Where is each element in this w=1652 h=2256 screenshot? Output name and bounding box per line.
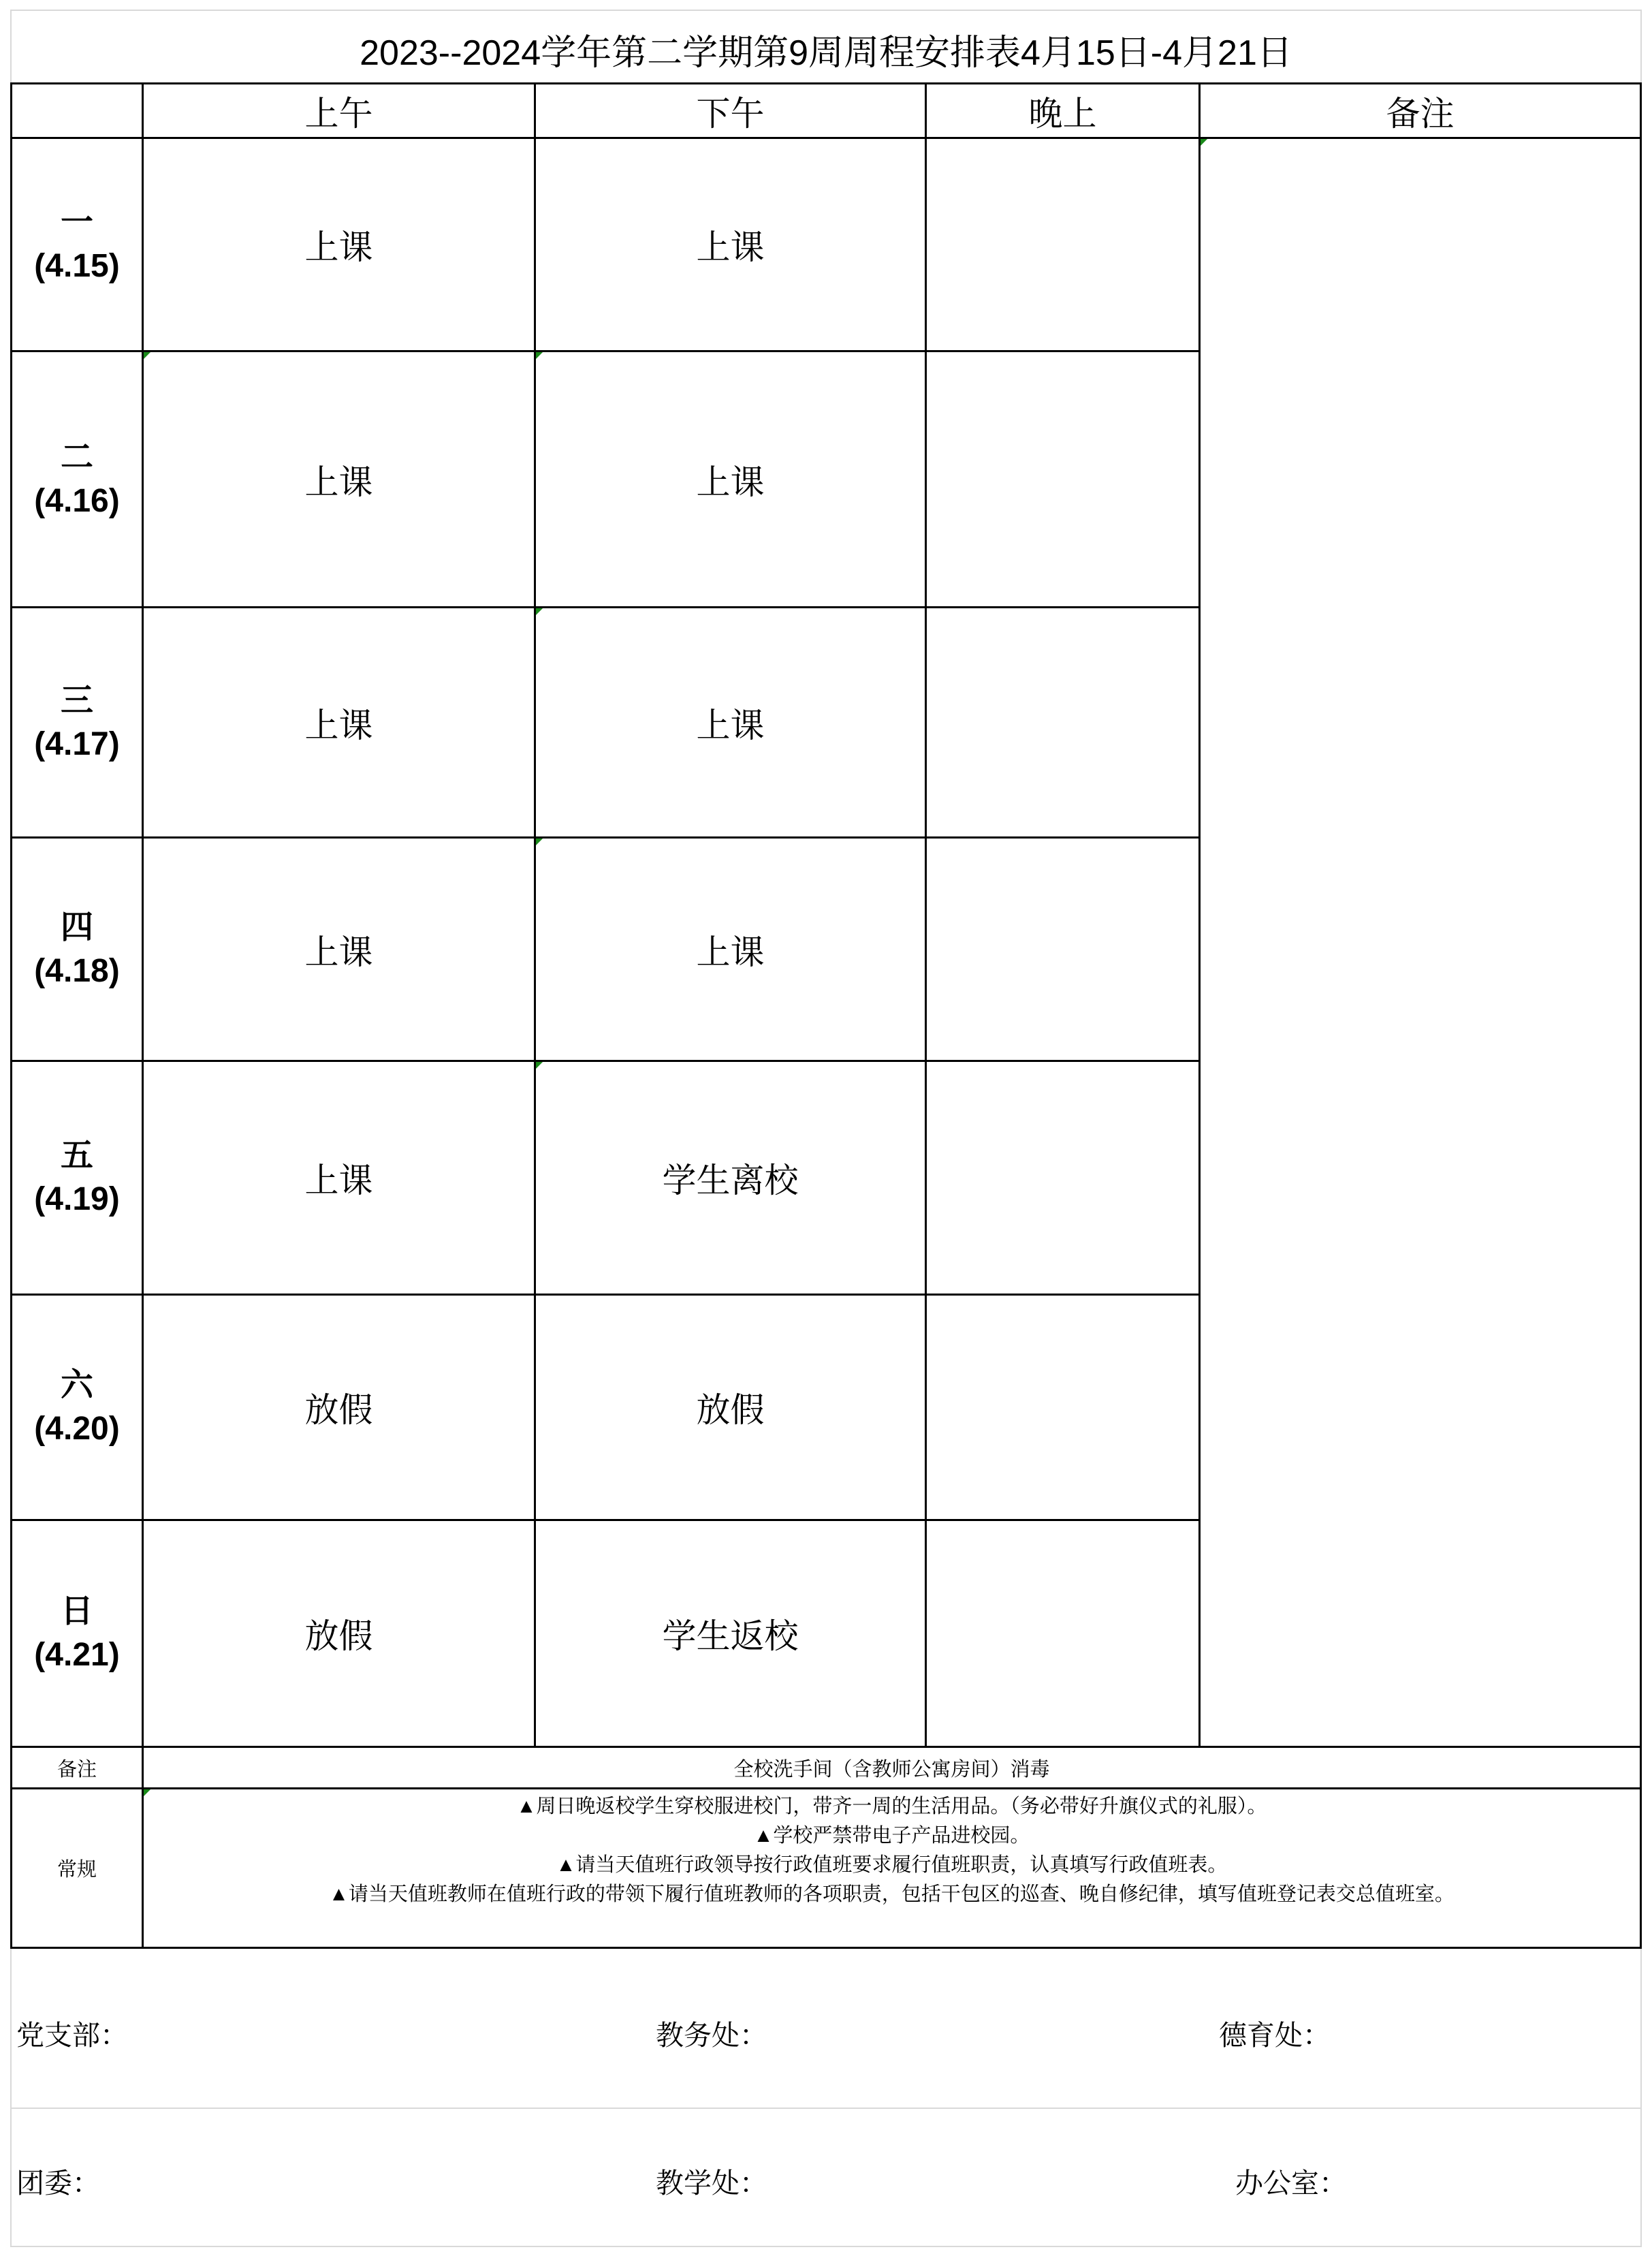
day-date: (4.18) — [34, 952, 120, 989]
evening-cell — [927, 608, 1198, 836]
day-date: (4.19) — [34, 1181, 120, 1217]
afternoon-cell: 放假 — [696, 1391, 765, 1429]
morning-cell: 放假 — [304, 1391, 373, 1429]
comment-marker — [1201, 139, 1207, 146]
day-name: 六 — [60, 1367, 93, 1403]
morning-cell: 上课 — [304, 1161, 373, 1200]
remarks-label: 备注 — [57, 1758, 97, 1781]
day-name: 日 — [60, 1593, 93, 1629]
afternoon-cell: 上课 — [696, 228, 765, 266]
day-label — [12, 839, 142, 1060]
evening-cell — [927, 839, 1198, 1060]
comment-marker — [536, 1062, 543, 1069]
day-label — [12, 1296, 142, 1519]
routine-text — [144, 1789, 1640, 1947]
grid-hline — [10, 1947, 1642, 1949]
evening-cell — [927, 139, 1198, 350]
day-name: 二 — [60, 439, 93, 475]
morning-cell: 上课 — [304, 706, 373, 745]
header-notes: 备注 — [1386, 94, 1455, 133]
comment-marker — [144, 352, 150, 359]
routine-label: 常规 — [57, 1859, 97, 1881]
day-label — [12, 1062, 142, 1294]
sheet-top-gridline — [10, 10, 1642, 11]
signature-general-office: 办公室： — [1235, 2167, 1347, 2199]
morning-cell: 上课 — [304, 933, 373, 971]
comment-marker — [144, 1789, 150, 1796]
signature-party-branch: 党支部： — [16, 2020, 128, 2051]
remarks-text: 全校洗手间（含教师公寓房间）消毒 — [733, 1758, 1050, 1781]
sheet-bottom-gridline — [10, 2246, 1642, 2247]
page-title: 2023--2024学年第二学期第9周周程安排表4月15日-4月21日 — [360, 33, 1292, 73]
header-morning: 上午 — [304, 94, 373, 133]
morning-cell: 上课 — [304, 463, 373, 501]
day-label — [12, 608, 142, 836]
afternoon-cell: 上课 — [696, 706, 765, 745]
day-date: (4.20) — [34, 1411, 120, 1447]
day-date: (4.17) — [34, 725, 120, 762]
routine-line: ▲周日晚返校学生穿校服进校门，带齐一周的生活用品。（务必带好升旗仪式的礼服）。 — [516, 1796, 1267, 1817]
day-label — [12, 352, 142, 606]
signature-teaching-office: 教学处： — [656, 2167, 767, 2199]
notes-column — [1201, 139, 1640, 1746]
day-name: 一 — [60, 204, 93, 240]
evening-cell — [927, 1062, 1198, 1294]
header-evening: 晚上 — [1028, 94, 1097, 133]
morning-cell: 上课 — [304, 228, 373, 266]
evening-cell — [927, 1296, 1198, 1519]
evening-cell — [927, 1521, 1198, 1746]
afternoon-cell: 上课 — [696, 933, 765, 971]
comment-marker — [536, 608, 543, 615]
day-label — [12, 1521, 142, 1746]
afternoon-cell: 上课 — [696, 463, 765, 501]
afternoon-cell: 学生返校 — [662, 1617, 799, 1655]
day-name: 三 — [60, 682, 93, 719]
grid-vline — [1640, 82, 1642, 1949]
routine-line: ▲请当天值班教师在值班行政的带领下履行值班教师的各项职责，包括干包区的巡查、晚自修纪律，填写值班登记表交总值班室。 — [329, 1883, 1455, 1905]
routine-line: ▲学校严禁带电子产品进校园。 — [753, 1825, 1030, 1847]
routine-line: ▲请当天值班行政领导按行政值班要求履行值班职责，认真填写行政值班表。 — [556, 1854, 1228, 1876]
signature-youth-league: 团委： — [16, 2167, 100, 2199]
signature-moral-education: 德育处： — [1219, 2020, 1331, 2051]
header-afternoon: 下午 — [696, 94, 765, 133]
comment-marker — [536, 352, 543, 359]
day-date: (4.21) — [34, 1637, 120, 1673]
evening-cell — [927, 352, 1198, 606]
day-date: (4.15) — [34, 248, 120, 284]
afternoon-cell: 学生离校 — [662, 1161, 799, 1200]
day-label — [12, 139, 142, 350]
day-date: (4.16) — [34, 482, 120, 519]
signature-gridline — [10, 2108, 1642, 2109]
morning-cell: 放假 — [304, 1617, 373, 1655]
comment-marker — [536, 839, 543, 845]
signature-academic-affairs: 教务处： — [656, 2020, 767, 2051]
day-name: 四 — [60, 909, 93, 945]
day-name: 五 — [60, 1138, 93, 1174]
